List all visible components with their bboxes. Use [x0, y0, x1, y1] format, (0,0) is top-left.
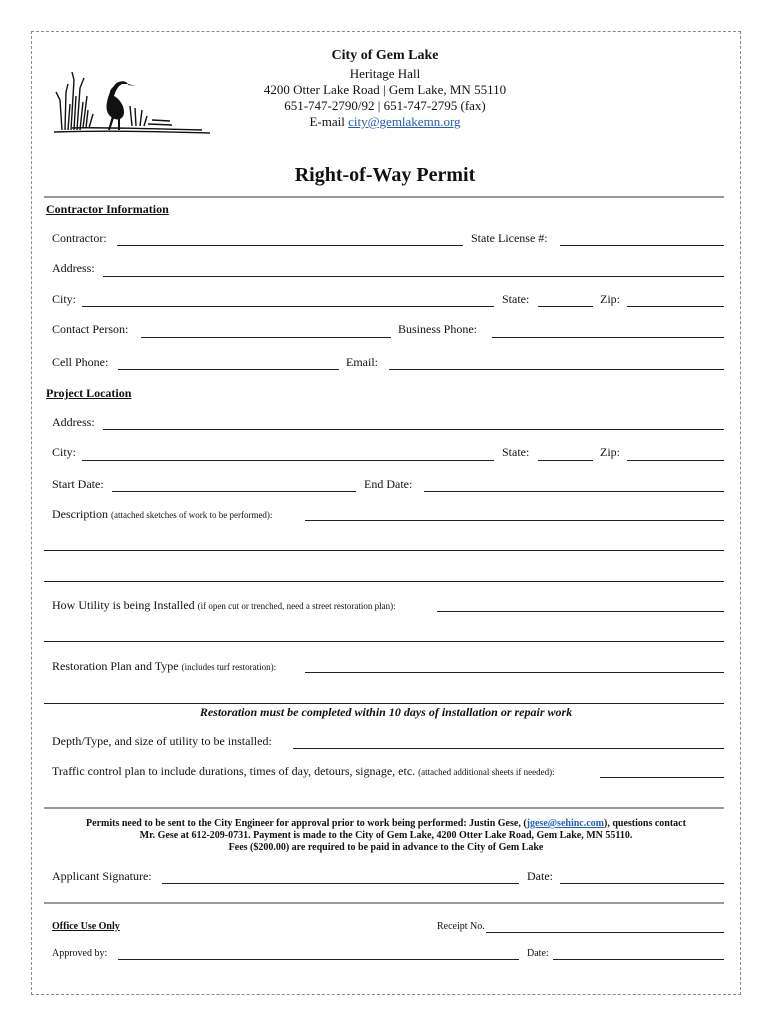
- signature-date-label: Date:: [527, 869, 553, 883]
- office-use-heading: Office Use Only: [52, 921, 120, 932]
- cell-phone-field[interactable]: [118, 369, 339, 370]
- utility-note: (if open cut or trenched, need a street restoration plan):: [197, 601, 396, 611]
- contractor-field[interactable]: [117, 245, 463, 246]
- business-phone-field[interactable]: [492, 337, 724, 338]
- end-date-field[interactable]: [424, 491, 724, 492]
- contractor-label: Contractor:: [52, 231, 107, 245]
- email-prefix: E-mail: [309, 114, 349, 129]
- description-field-3[interactable]: [44, 581, 724, 582]
- receipt-label: Receipt No.: [437, 921, 485, 932]
- utility-field[interactable]: [437, 611, 724, 612]
- restoration-field[interactable]: [305, 672, 724, 673]
- project-address-field[interactable]: [103, 429, 724, 430]
- office-date-label: Date:: [527, 948, 549, 959]
- description-label: [52, 507, 272, 522]
- contractor-zip-label: Zip:: [600, 292, 620, 306]
- traffic-text: Traffic control plan to include durations, times of day, detours, signage, etc.: [52, 764, 416, 778]
- email-field[interactable]: [389, 369, 724, 370]
- project-city-label: City:: [52, 445, 77, 459]
- permit-note-line-1: Permits need to be sent to the City Engineer for approval prior to work being performed: Justin Gese, (jgese@sehinc.com), questions contact: [86, 818, 686, 829]
- applicant-signature-field[interactable]: [162, 883, 519, 884]
- start-date-label: Start Date:: [52, 477, 104, 491]
- project-zip-field[interactable]: [627, 460, 724, 461]
- approved-by-label: Approved by:: [52, 948, 108, 959]
- cell-phone-label: Cell Phone:: [52, 355, 109, 369]
- project-state-field[interactable]: [538, 460, 593, 461]
- contractor-address-field[interactable]: [103, 276, 724, 277]
- contractor-state-label: State:: [502, 292, 530, 306]
- permit-instructions: [46, 818, 726, 854]
- org-email-link[interactable]: city@gemlakemn.org: [348, 114, 461, 129]
- restoration-note: (includes turf restoration):: [181, 662, 277, 672]
- org-address: 4200 Otter Lake Road | Gem Lake, MN 55110: [263, 82, 507, 97]
- contractor-state-field[interactable]: [538, 306, 593, 307]
- license-field[interactable]: [560, 245, 724, 246]
- depth-field[interactable]: [293, 748, 724, 749]
- divider: [44, 902, 724, 904]
- contractor-city-label: City:: [52, 292, 77, 306]
- project-state-label: State:: [502, 445, 530, 459]
- signature-date-field[interactable]: [560, 883, 724, 884]
- traffic-label: [52, 764, 555, 779]
- start-date-field[interactable]: [112, 491, 356, 492]
- restoration-field-2[interactable]: [44, 703, 724, 704]
- description-text: Description: [52, 507, 108, 521]
- restoration-warning: Restoration must be completed within 10 days of installation or repair work: [199, 705, 573, 719]
- org-phones: 651-747-2790/92 | 651-747-2795 (fax): [284, 98, 486, 113]
- project-heading: Project Location: [46, 386, 132, 400]
- divider: [44, 807, 724, 809]
- restoration-label: [52, 659, 276, 674]
- description-field[interactable]: [305, 520, 724, 521]
- engineer-email-link[interactable]: jgese@sehinc.com: [526, 818, 604, 829]
- contractor-heading: Contractor Information: [46, 202, 169, 216]
- hall-name: Heritage Hall: [349, 66, 421, 81]
- end-date-label: End Date:: [364, 477, 413, 491]
- traffic-field[interactable]: [600, 777, 724, 778]
- project-zip-label: Zip:: [600, 445, 620, 459]
- description-field-2[interactable]: [44, 550, 724, 551]
- license-label: State License #:: [471, 231, 548, 245]
- traffic-note: (attached additional sheets if needed):: [418, 767, 555, 777]
- restoration-text: Restoration Plan and Type: [52, 659, 179, 673]
- contact-person-field[interactable]: [141, 337, 391, 338]
- divider: [44, 196, 724, 198]
- applicant-signature-label: Applicant Signature:: [52, 869, 152, 883]
- email-label: Email:: [346, 355, 378, 369]
- utility-field-2[interactable]: [44, 641, 724, 642]
- depth-label: Depth/Type, and size of utility to be installed:: [52, 734, 272, 748]
- utility-text: How Utility is being Installed: [52, 598, 195, 612]
- permit-note-line-2: Mr. Gese at 612-209-0731. Payment is made to the City of Gem Lake, 4200 Otter Lake Road, Gem Lake, MN 55110.: [139, 830, 633, 841]
- description-note: (attached sketches of work to be performed):: [111, 510, 273, 520]
- org-email-line: [0, 114, 770, 130]
- approved-by-field[interactable]: [118, 959, 519, 960]
- page-title: Right-of-Way Permit: [294, 164, 476, 186]
- contractor-city-field[interactable]: [82, 306, 494, 307]
- permit-note-line-3: Fees ($200.00) are required to be paid in advance to the City of Gem Lake: [228, 842, 544, 853]
- contractor-address-label: Address:: [52, 261, 95, 275]
- utility-label: [52, 598, 396, 613]
- receipt-field[interactable]: [486, 932, 724, 933]
- contractor-zip-field[interactable]: [627, 306, 724, 307]
- org-name: City of Gem Lake: [331, 48, 439, 63]
- project-address-label: Address:: [52, 415, 95, 429]
- business-phone-label: Business Phone:: [398, 322, 478, 336]
- contact-person-label: Contact Person:: [52, 322, 129, 336]
- office-date-field[interactable]: [553, 959, 724, 960]
- project-city-field[interactable]: [82, 460, 494, 461]
